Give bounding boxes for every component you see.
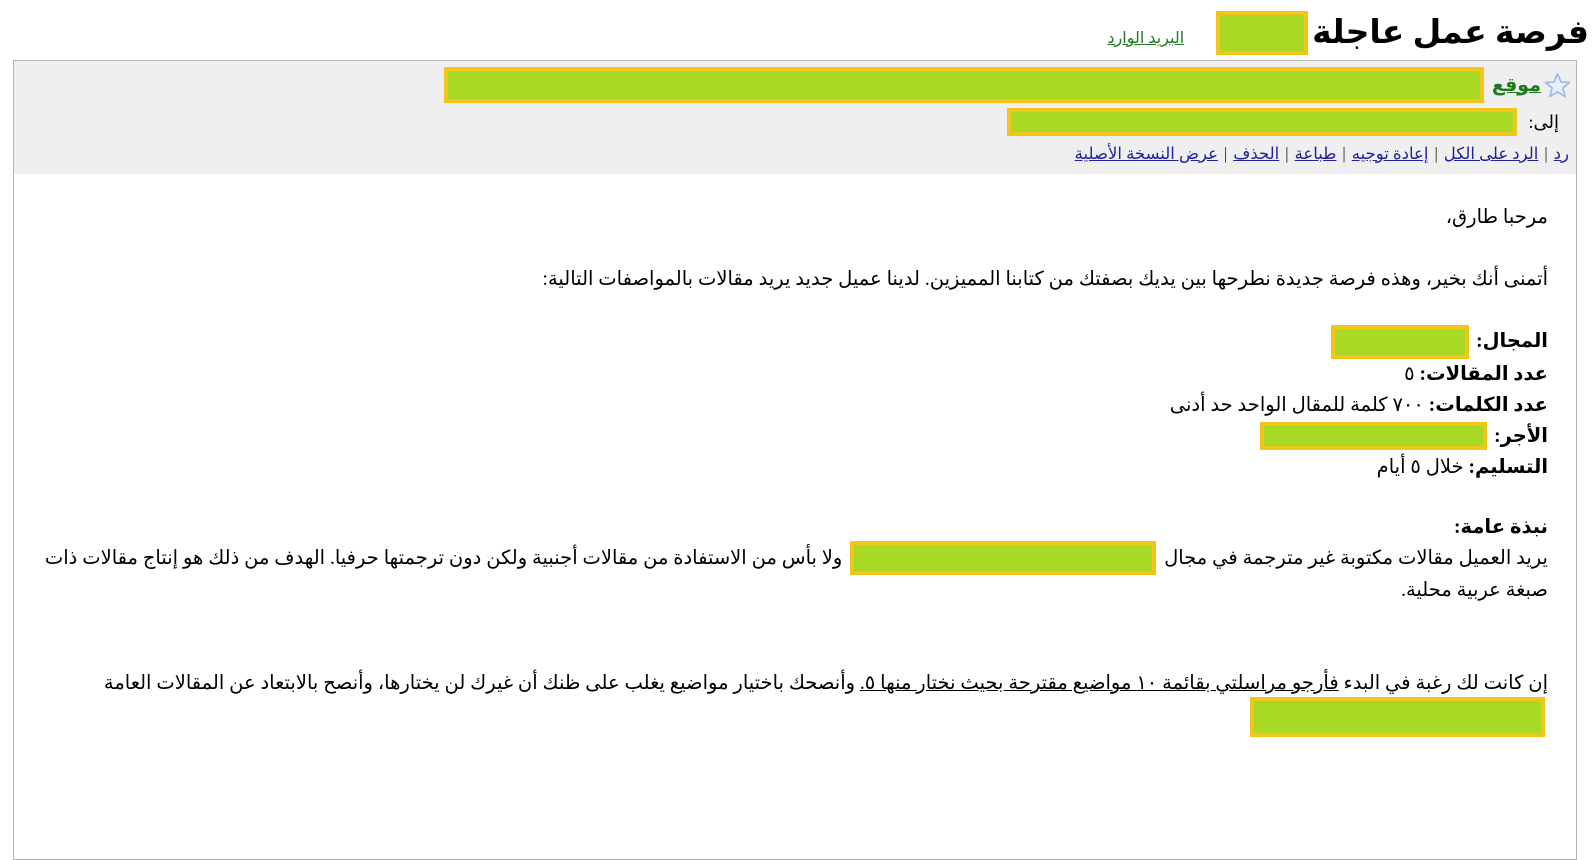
page-title: فرصة عمل عاجلة: [1312, 15, 1589, 51]
overview-heading: نبذة عامة:: [1454, 516, 1548, 538]
closing-text-part1: إن كانت لك رغبة في البدء: [1343, 673, 1548, 695]
sender-row: [19, 64, 1571, 106]
separator: |: [1223, 144, 1228, 163]
separator: |: [1342, 144, 1346, 163]
spec-pay: [34, 421, 1548, 452]
spec-label: التسليم:: [1468, 456, 1548, 478]
spec-value: خلال ٥ أيام: [1376, 456, 1464, 478]
spec-value: ٧٠٠ كلمة للمقال الواحد حد أدنى: [1169, 394, 1424, 416]
intro-paragraph: أتمنى أنك بخير، وهذه فرصة جديدة نطرحها بين يديك بصفتك من كتابنا المميزين. لدينا عميل جديد يريد مقالات بالمواصفات التالية:: [542, 269, 1548, 290]
email-body: [14, 174, 1576, 737]
spec-label: المجال:: [1476, 331, 1548, 352]
spec-word-count: [34, 390, 1548, 421]
overview-text-part2: ولا بأس من الاستفادة من مقالات أجنبية ولكن دون ترجمتها حرفيا. الهدف من ذلك هو إنتاج مقالات ذات صبغة عربية محلية.: [44, 547, 1548, 602]
overview-paragraph: [34, 483, 1548, 607]
separator: |: [1544, 144, 1548, 163]
reply-all-link[interactable]: الرد على الكل: [1443, 144, 1539, 163]
email-header: [14, 61, 1576, 174]
view-original-link[interactable]: عرض النسخة الأصلية: [1074, 144, 1218, 163]
specs-list: [34, 295, 1548, 483]
redacted-bottom-box: [1250, 697, 1545, 737]
overview-text-part1: يريد العميل مقالات مكتوبة غير مترجمة في مجال: [1164, 547, 1548, 569]
delete-link[interactable]: الحذف: [1233, 144, 1280, 163]
sender-link[interactable]: موقع: [1491, 74, 1541, 96]
closing-paragraph: [34, 606, 1548, 737]
separator: |: [1285, 144, 1289, 163]
star-icon: [1544, 72, 1571, 99]
recipient-row: [19, 106, 1571, 138]
email-container: [13, 60, 1577, 860]
spec-label: عدد الكلمات:: [1428, 394, 1548, 416]
spec-label: عدد المقالات:: [1419, 363, 1548, 385]
to-label: إلى:: [1528, 111, 1559, 132]
spec-delivery: [34, 452, 1548, 483]
reply-link[interactable]: رد: [1553, 144, 1569, 163]
spec-value: ٥: [1404, 363, 1415, 385]
separator: |: [1434, 144, 1438, 163]
redacted-topic-box: [850, 541, 1156, 575]
forward-link[interactable]: إعادة توجيه: [1351, 144, 1429, 163]
spec-field: [34, 326, 1548, 359]
spec-label: الأجر:: [1494, 425, 1548, 447]
closing-underlined-text: فأرجو مراسلتي بقائمة ١٠ مواضيع مقترحة بحيث نختار منها ٥.: [859, 673, 1339, 695]
inbox-link[interactable]: البريد الوارد: [1107, 30, 1185, 47]
favorite-star-icon[interactable]: [1544, 72, 1571, 99]
spec-article-count: [34, 359, 1548, 390]
redacted-field-value-box: [1331, 325, 1469, 359]
redacted-recipient-box: [1007, 108, 1517, 136]
greeting-text: مرحبا طارق،: [1445, 207, 1548, 228]
print-link[interactable]: طباعة: [1294, 144, 1337, 163]
redacted-pay-value-box: [1260, 422, 1487, 450]
closing-text-part2: وأنصحك باختيار مواضيع يغلب على ظنك أن غيرك لن يختارها، وأنصح بالابتعاد عن المقالات العامة: [103, 673, 856, 695]
redacted-sender-box: [444, 67, 1484, 103]
message-title-bar: [0, 0, 1595, 60]
action-links-row: [19, 138, 1571, 170]
redacted-subject-box: [1216, 11, 1308, 55]
